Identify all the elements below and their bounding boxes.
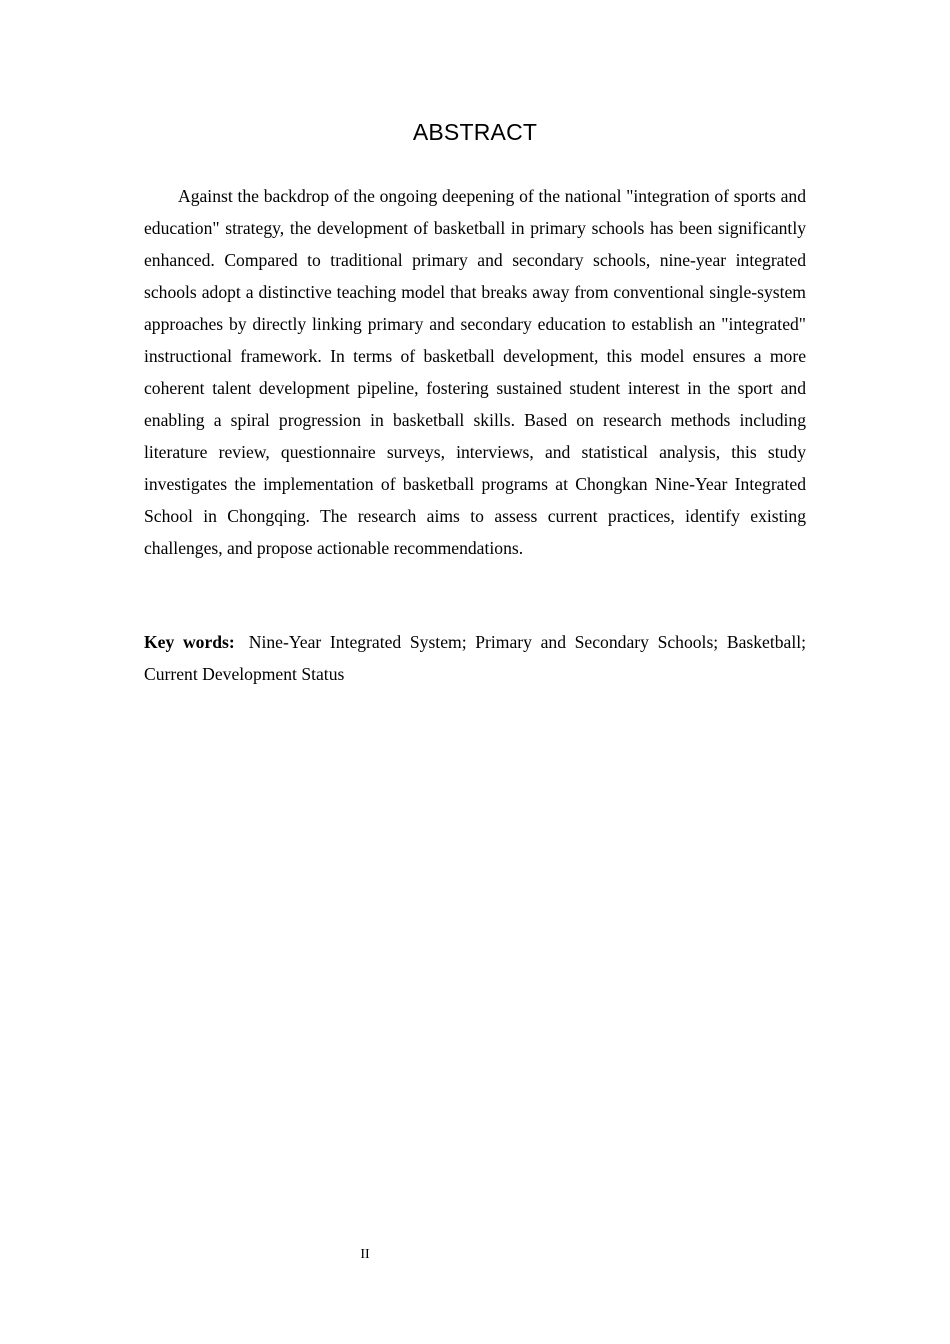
- abstract-title: ABSTRACT: [412, 119, 538, 145]
- keywords-label: Key words:: [144, 632, 235, 652]
- abstract-body: Against the backdrop of the ongoing deepening of the national "integration of sports and education" strategy, the development of basketball in primary schools has been significantly enhanced. Compared to traditional primary and secondary schools, nine-year integrated schools adopt a distinctive teaching model that breaks away from conventional single-system approaches by directly linking primary and secondary education to establish an "integrated" instructional framework. In terms of basketball development, this model ensures a more coherent talent development pipeline, fostering sustained student interest in the sport and enabling a spiral progression in basketball skills. Based on research methods including literature review, questionnaire surveys, interviews, and statistical analysis, this study investigates the implementation of basketball programs at Chongkan Nine-Year Integrated School in Chongqing. The research aims to assess current practices, identify existing challenges, and propose actionable recommendations.: [144, 186, 806, 558]
- page-number: II: [360, 1247, 370, 1262]
- keywords-paragraph: [144, 626, 806, 690]
- keywords-text: Nine-Year Integrated System; Primary and Secondary Schools; Basketball; Current Development Status: [144, 632, 806, 684]
